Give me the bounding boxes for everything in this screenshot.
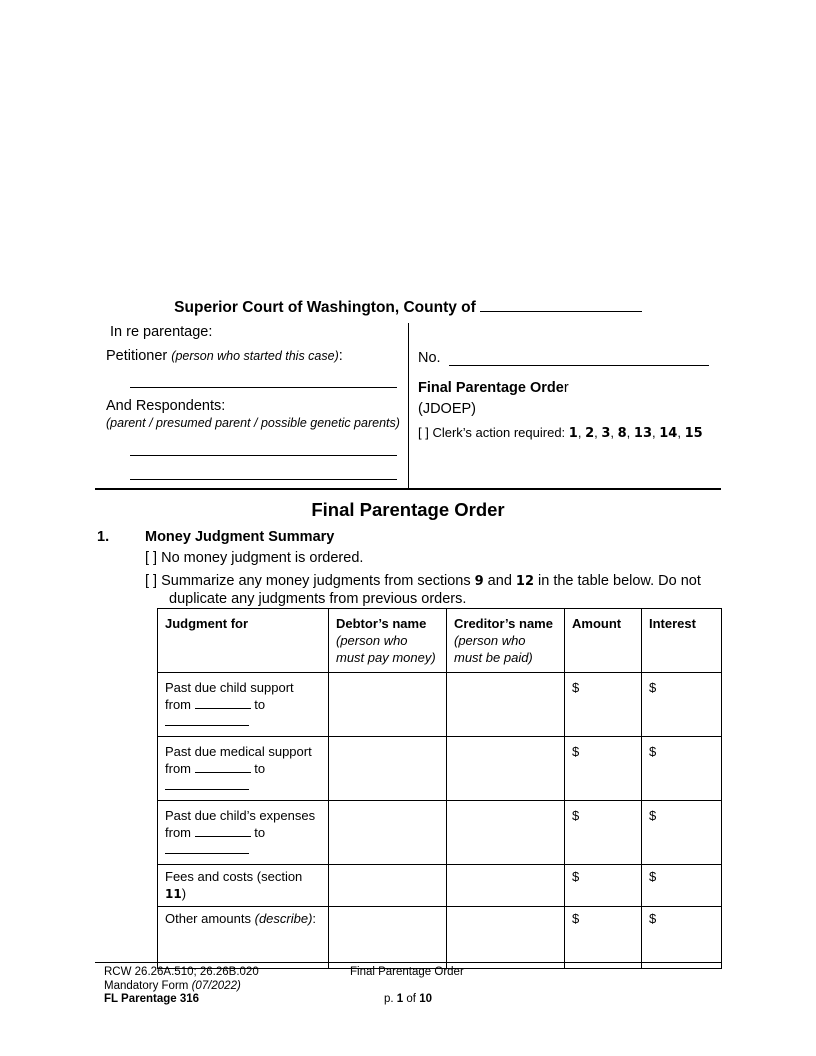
amount-cell[interactable]: $: [565, 673, 642, 737]
row-label-child-support: Past due child support from to: [158, 673, 329, 737]
from-date-blank[interactable]: [195, 824, 251, 837]
court-title: Superior Court of Washington, County of: [0, 297, 816, 317]
footer-mandatory: Mandatory Form (07/2022): [104, 979, 241, 992]
creditor-cell[interactable]: [447, 801, 565, 865]
from-date-blank[interactable]: [195, 696, 251, 709]
amount-cell[interactable]: $: [565, 907, 642, 969]
header-interest: Interest: [642, 609, 722, 673]
form-code: (JDOEP): [418, 401, 476, 417]
section-number: 1.: [97, 529, 110, 545]
row-label-fees-costs: Fees and costs (section 11): [158, 865, 329, 907]
county-blank[interactable]: [480, 297, 642, 312]
header-creditor: Creditor’s name (person who must be paid): [447, 609, 565, 673]
caption-bottom-rule: [95, 488, 721, 490]
case-number-line[interactable]: [449, 365, 709, 366]
table-row: [158, 865, 722, 907]
caption-divider: [408, 323, 409, 489]
table-row: [158, 737, 722, 801]
case-number-label: No.: [418, 350, 441, 366]
interest-cell[interactable]: $: [642, 907, 722, 969]
option-no-judgment[interactable]: [ ] No money judgment is ordered.: [145, 550, 364, 566]
creditor-cell[interactable]: [447, 865, 565, 907]
page-title: Final Parentage Order: [311, 499, 505, 520]
respondent-name-line-1[interactable]: [130, 455, 397, 456]
to-date-blank[interactable]: [165, 841, 249, 854]
form-title: Final Parentage Order: [418, 380, 569, 396]
header-amount: Amount: [565, 609, 642, 673]
footer-rcw: RCW 26.26A.510; 26.26B.020: [104, 966, 259, 978]
table-row: [158, 801, 722, 865]
to-date-blank[interactable]: [165, 713, 249, 726]
table-header-row: [158, 609, 722, 673]
header-debtor: Debtor’s name (person who must pay money): [329, 609, 447, 673]
footer-center-title: Final Parentage Order: [350, 966, 464, 978]
option-summarize-cont: duplicate any judgments from previous orders.: [169, 591, 467, 607]
debtor-cell[interactable]: [329, 673, 447, 737]
table-row: [158, 673, 722, 737]
petitioner-label: Petitioner (person who started this case):: [106, 348, 343, 364]
row-label-other-amounts: Other amounts (describe):: [158, 907, 329, 969]
respondent-name-line-2[interactable]: [130, 479, 397, 480]
respondents-note: (parent / presumed parent / possible genetic parents): [106, 416, 400, 430]
section-title: Money Judgment Summary: [145, 529, 335, 545]
footer-form-id: FL Parentage 316: [104, 993, 200, 1005]
row-label-child-expenses: Past due child’s expenses from to: [158, 801, 329, 865]
from-date-blank[interactable]: [195, 760, 251, 773]
row-label-medical-support: Past due medical support from to: [158, 737, 329, 801]
debtor-cell[interactable]: [329, 907, 447, 969]
interest-cell[interactable]: $: [642, 737, 722, 801]
money-judgment-table: [157, 608, 722, 969]
creditor-cell[interactable]: [447, 907, 565, 969]
creditor-cell[interactable]: [447, 673, 565, 737]
amount-cell[interactable]: $: [565, 737, 642, 801]
in-re-label: In re parentage:: [110, 324, 213, 340]
table-row: [158, 907, 722, 969]
header-judgment-for: Judgment for: [158, 609, 329, 673]
clerk-action: [ ] Clerk’s action required: 1, 2, 3, 8, 13, 14, 15: [418, 425, 703, 441]
creditor-cell[interactable]: [447, 737, 565, 801]
interest-cell[interactable]: $: [642, 801, 722, 865]
footer-rule: [95, 962, 721, 963]
interest-cell[interactable]: $: [642, 673, 722, 737]
footer-page-number: p. 1 of 10: [384, 993, 432, 1005]
petitioner-name-line[interactable]: [130, 387, 397, 388]
debtor-cell[interactable]: [329, 865, 447, 907]
option-summarize[interactable]: [ ] Summarize any money judgments from sections 9 and 12 in the table below. Do not: [145, 573, 701, 589]
amount-cell[interactable]: $: [565, 865, 642, 907]
debtor-cell[interactable]: [329, 801, 447, 865]
amount-cell[interactable]: $: [565, 801, 642, 865]
footer-left: [104, 966, 259, 1007]
to-date-blank[interactable]: [165, 777, 249, 790]
interest-cell[interactable]: $: [642, 865, 722, 907]
respondents-label: And Respondents:: [106, 398, 226, 414]
debtor-cell[interactable]: [329, 737, 447, 801]
